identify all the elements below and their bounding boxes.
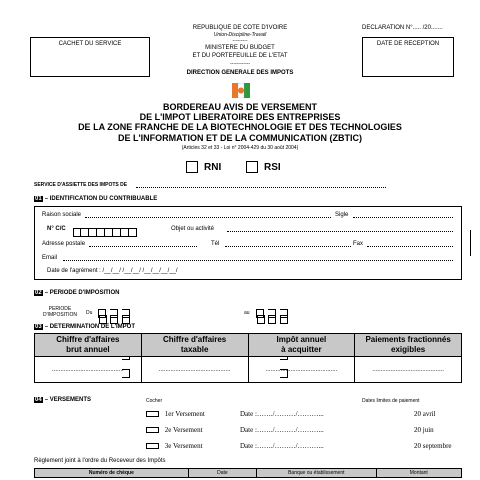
versement-row-1 [146, 410, 476, 418]
section-number: 04 [35, 397, 42, 403]
email-label: Email [42, 255, 58, 261]
versement-date[interactable]: Date :……./………/………... [240, 426, 324, 434]
objet-field[interactable] [227, 231, 453, 232]
articles-label: (Articles 32 et 33 - Loi n° 2004-429 du 30 août 2004) [181, 145, 299, 151]
versement-row-3 [146, 442, 476, 450]
versement-limit: 20 septembre [414, 442, 452, 450]
rni-checkbox[interactable] [186, 161, 198, 173]
fax-field[interactable] [367, 246, 453, 247]
versement-limit: 20 juin [414, 426, 434, 434]
declaration-number: DECLARATION N°..... /20....... [362, 25, 443, 31]
periode-label-2: D'IMPOSITION [42, 312, 77, 318]
rni-label: RNI [204, 162, 222, 173]
versement-row-2 [146, 426, 476, 434]
versement-label: 3e Versement [164, 442, 203, 450]
dates-limites-label: Dates limites de paiement [362, 398, 420, 404]
cachet-label: CACHET DU SERVICE [58, 41, 122, 47]
versement-date[interactable]: Date :……./………/………... [240, 442, 324, 450]
du-label: Du [86, 310, 93, 316]
service-label: SERVICE D'ASSIETTE DES IMPOTS DE [34, 182, 128, 188]
table-header-row [35, 334, 462, 357]
section-01-header [34, 196, 157, 202]
email-field[interactable] [63, 260, 453, 261]
table-header-row [35, 469, 462, 478]
ncc-digits[interactable] [73, 224, 137, 242]
au-label: au [244, 310, 250, 316]
rsi-label: RSI [264, 162, 281, 173]
ncc-label: N° C/C [47, 226, 66, 232]
tel-label: Tél [211, 241, 220, 247]
sigle-field[interactable] [353, 217, 453, 218]
agrement-field[interactable]: Date de l'agrément : /__/__/ /__/__/ /__/__/__/__/ [47, 268, 178, 274]
paiements-field[interactable]: ........................................... [355, 357, 462, 383]
section-04-header [34, 397, 91, 403]
adresse-field[interactable] [89, 246, 197, 247]
cocher-label: Cocher [146, 398, 163, 404]
raison-sociale-field[interactable] [85, 217, 331, 218]
republic-label: REPUBLIQUE DE COTE D'IVOIRE [192, 25, 288, 31]
payment-intro: Règlement joint à l'ordre du Receveur des Impôts [34, 458, 166, 464]
col-ca-brut: Chiffre d'affaires brut annuel [35, 334, 142, 357]
col-banque: Banque ou établissement [257, 469, 377, 478]
section-title: – IDENTIFICATION DU CONTRIBUABLE [44, 196, 158, 202]
impot-table [34, 333, 462, 383]
versement-1-checkbox[interactable] [146, 411, 159, 417]
motto-label: Union-Discipline-Travail [213, 32, 267, 38]
section-02-header [34, 290, 119, 296]
impot-annuel-field[interactable]: ........................................... [248, 357, 355, 383]
versement-label: 2e Versement [164, 426, 203, 434]
separator: --------- [232, 38, 248, 44]
identification-box [34, 206, 462, 280]
table-row [35, 357, 462, 383]
versement-limit: 20 avril [414, 410, 436, 418]
section-number: 03 [35, 324, 42, 330]
reception-box [362, 37, 454, 77]
fax-label: Fax [353, 241, 364, 247]
col-date: Date [188, 469, 256, 478]
versement-2-checkbox[interactable] [146, 427, 159, 433]
reception-label: DATE DE RECEPTION [376, 41, 440, 47]
section-03-header [34, 324, 135, 330]
ministry-label-2: ET DU PORTEFEUILLE DE L'ETAT [192, 53, 288, 59]
adresse-label: Adresse postale [42, 241, 86, 247]
title-line-4: DE L'INFORMATION ET DE LA COMMUNICATION (ZBTIC) [118, 133, 362, 143]
tel-field[interactable] [225, 246, 351, 247]
periode-label-1: PERIODE [48, 306, 72, 312]
objet-label: Objet ou activité [171, 226, 215, 232]
versement-3-checkbox[interactable] [146, 443, 159, 449]
rsi-checkbox[interactable] [246, 161, 258, 173]
cachet-box [30, 37, 150, 77]
section-title: – DETERMINATION DE L'IMPOT [44, 324, 136, 330]
direction-label: DIRECTION GENERALE DES IMPOTS [186, 70, 294, 76]
col-cheque: Numéro de chèque [35, 469, 189, 478]
col-paiements: Paiements fractionnés exigibles [355, 334, 462, 357]
col-impot-annuel: Impôt annuel à acquitter [248, 334, 355, 357]
separator: ------------ [230, 61, 250, 67]
ministry-label-1: MINISTERE DU BUDGET [205, 45, 275, 51]
ca-brut-field[interactable]: ........................................... [35, 357, 142, 383]
raison-sociale-label: Raison sociale [42, 212, 82, 218]
title-line-2: DE L'IMPOT LIBERATOIRE DES ENTREPRISES [139, 112, 341, 122]
service-field[interactable] [136, 182, 386, 188]
dgi-logo-icon [232, 83, 250, 98]
versement-label: 1er Versement [164, 410, 205, 418]
col-montant: Montant [376, 469, 461, 478]
ca-taxable-field[interactable]: ........................................... [141, 357, 248, 383]
title-line-3: DE LA ZONE FRANCHE DE LA BIOTECHNOLOGIE ET DES TECHNOLOGIES [78, 122, 402, 132]
title-line-1: BORDEREAU AVIS DE VERSEMENT [162, 102, 318, 112]
versement-date[interactable]: Date :……./………/………... [240, 410, 324, 418]
section-number: 02 [35, 290, 42, 296]
section-title: – VERSEMENTS [44, 397, 92, 403]
sigle-label: Sigle [335, 212, 349, 218]
payment-table [34, 468, 462, 478]
period-end-field[interactable] [256, 305, 292, 323]
section-title: – PERIODE D'IMPOSITION [44, 290, 120, 296]
section-number: 01 [35, 196, 42, 202]
margin-mark [470, 230, 471, 256]
col-ca-taxable: Chiffre d'affaires taxable [141, 334, 248, 357]
period-start-field[interactable] [98, 305, 134, 323]
